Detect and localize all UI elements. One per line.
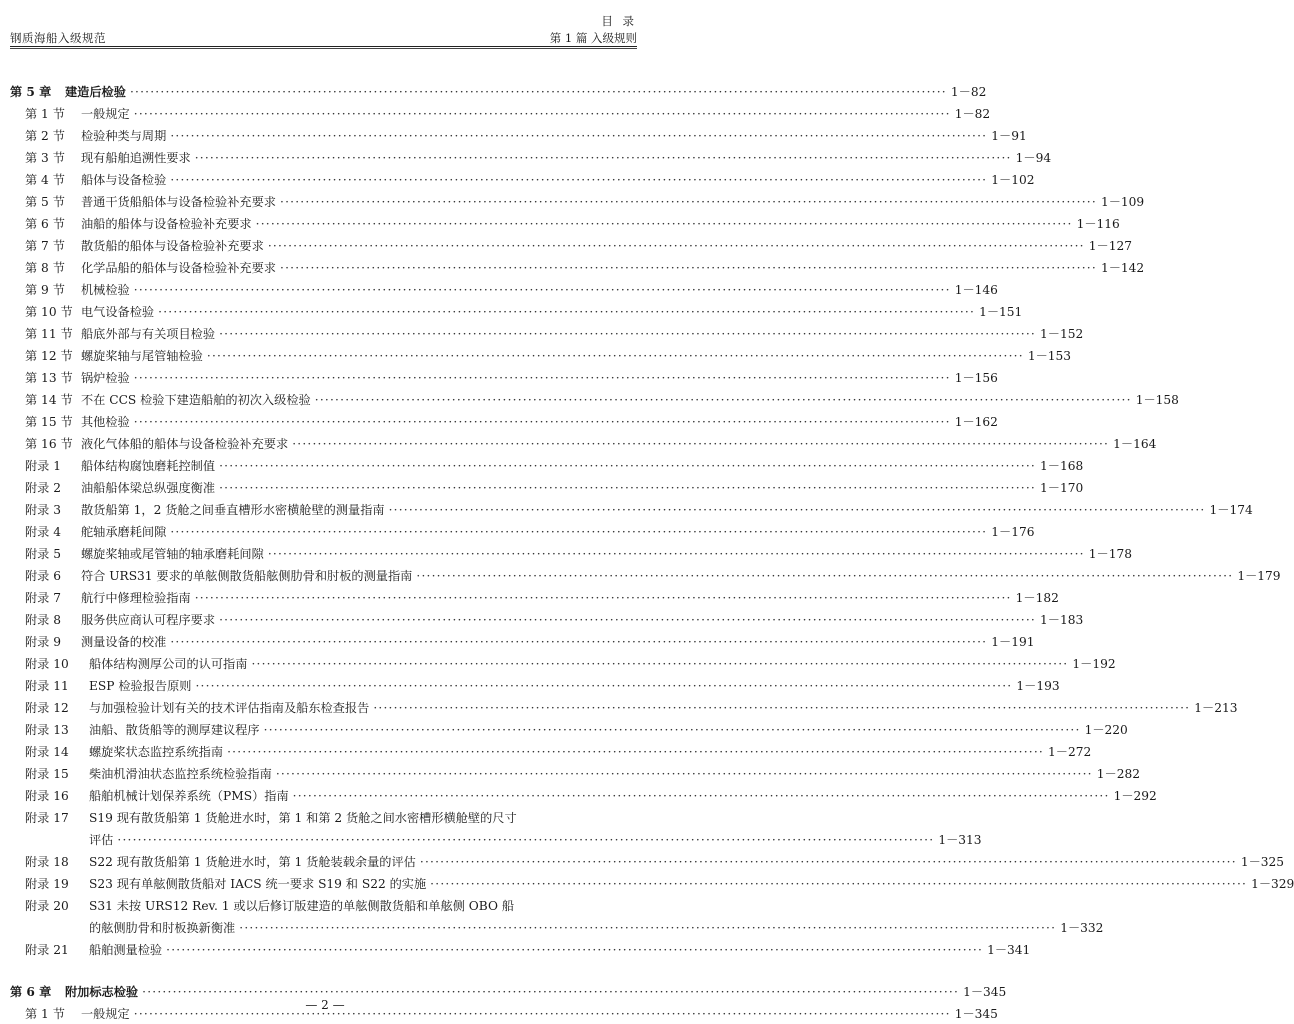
- toc-leader-dots: [268, 546, 1085, 562]
- toc-entry-title: 柴油机滑油状态监控系统检验指南: [89, 767, 272, 781]
- toc-leader-dots: [420, 854, 1237, 870]
- toc-entry[interactable]: [10, 524, 1035, 540]
- toc-entry-title: 一般规定: [81, 107, 130, 121]
- toc-leader-dots: [280, 260, 1097, 276]
- toc-entry-page: 1－174: [1209, 503, 1253, 517]
- toc-entry-page: 1－82: [954, 107, 991, 121]
- toc-entry-page: 1－170: [1040, 481, 1084, 495]
- toc-entry[interactable]: [10, 634, 1035, 650]
- toc-entry-page: 1－146: [954, 283, 998, 297]
- toc-entry[interactable]: [10, 172, 1035, 188]
- toc-entry-title: 螺旋桨轴或尾管轴的轴承磨耗间隙: [81, 547, 264, 561]
- toc-entry-label: 第 7 节: [25, 239, 65, 253]
- toc-entry-page: 1－329: [1251, 877, 1294, 891]
- toc-entry[interactable]: [10, 436, 1157, 452]
- toc-entry[interactable]: [10, 128, 1027, 144]
- toc-entry-page: 1－345: [954, 1007, 998, 1021]
- toc-entry-title: S19 现有散货船第 1 货舱进水时，第 1 和第 2 货舱之间水密槽形横舱壁的尺寸: [89, 811, 517, 825]
- toc-leader-dots: [134, 282, 951, 298]
- toc-entry[interactable]: [10, 414, 998, 430]
- toc-entry-title: 船舶测量检验: [89, 943, 163, 957]
- toc-entry-label: 附录 5: [25, 547, 62, 561]
- toc-leader-dots: [256, 216, 1073, 232]
- toc-entry[interactable]: [10, 942, 1031, 958]
- toc-entry-title: 航行中修理检验指南: [81, 591, 191, 605]
- toc-entry-title: 油船、散货船等的测厚建议程序: [89, 723, 260, 737]
- toc-leader-dots: [219, 612, 1036, 628]
- toc-entry-page: 1－182: [1015, 591, 1059, 605]
- toc-entry-page: 1－220: [1084, 723, 1128, 737]
- toc-entry-label: 附录 10: [25, 657, 69, 671]
- toc-entry-title: 不在 CCS 检验下建造船舶的初次入级检验: [81, 393, 311, 407]
- toc-entry-label: 第 6 节: [25, 217, 65, 231]
- toc-entry[interactable]: [10, 876, 1294, 892]
- toc-entry-title: 其他检验: [81, 415, 130, 429]
- toc-entry-title: 服务供应商认可程序要求: [81, 613, 216, 627]
- toc-entry-page: 1－192: [1072, 657, 1116, 671]
- toc-entry-page: 1－164: [1113, 437, 1157, 451]
- toc-leader-dots: [219, 458, 1036, 474]
- toc-chapter-entry[interactable]: [10, 84, 987, 100]
- toc-leader-dots: [170, 634, 987, 650]
- toc-entry[interactable]: [10, 810, 637, 826]
- toc-entry-label: 第 5 节: [25, 195, 65, 209]
- toc-entry-label: 附录 3: [25, 503, 62, 517]
- toc-entry-page: 1－156: [954, 371, 998, 385]
- toc-entry-page: 1－109: [1100, 195, 1145, 209]
- toc-leader-dots: [134, 370, 951, 386]
- toc-entry[interactable]: [10, 392, 1179, 408]
- toc-entry[interactable]: [10, 766, 1140, 782]
- toc-entry[interactable]: [10, 150, 1052, 166]
- toc-entry[interactable]: [10, 700, 1238, 716]
- toc-entry-title-continued: 的舷侧肋骨和肘板换新衡准: [89, 921, 236, 935]
- toc-entry-title: 测量设备的校准: [81, 635, 167, 649]
- toc-entry-title: 船舶机械计划保养系统（PMS）指南: [89, 789, 289, 803]
- toc-entry-page: 1－158: [1135, 393, 1179, 407]
- toc-entry-label: 附录 19: [25, 877, 69, 891]
- toc-leader-dots: [251, 656, 1068, 672]
- toc-entry-page: 1－153: [1027, 349, 1072, 363]
- toc-entry-page: 1－193: [1016, 679, 1060, 693]
- toc-entry-label: 第 8 节: [25, 261, 65, 275]
- toc-entry[interactable]: [10, 260, 1145, 276]
- toc-entry-title: 符合 URS31 要求的单舷侧散货船舷侧肋骨和肘板的测量指南: [81, 569, 413, 583]
- toc-entry[interactable]: [10, 326, 1084, 342]
- toc-entry-title: 电气设备检验: [81, 305, 155, 319]
- toc-entry-continuation[interactable]: [89, 832, 982, 848]
- toc-entry-title: 船体结构测厚公司的认可指南: [89, 657, 248, 671]
- toc-leader-dots: [430, 876, 1247, 892]
- toc-entry-title: S31 未按 URS12 Rev. 1 或以后修订版建造的单舷侧散货船和单舷侧 OBO 船: [89, 899, 515, 913]
- toc-entry-label: 附录 14: [25, 745, 69, 759]
- toc-entry-label: 附录 9: [25, 635, 62, 649]
- toc-entry-label: 第 10 节: [25, 305, 73, 319]
- toc-leader-dots: [134, 414, 951, 430]
- page-number: — 2 —: [305, 998, 345, 1012]
- toc-leader-dots: [293, 788, 1110, 804]
- toc-entry-label: 第 12 节: [25, 349, 73, 363]
- toc-entry[interactable]: [10, 502, 1253, 518]
- toc-entry-page: 1－313: [938, 833, 982, 847]
- toc-entry-label: 附录 15: [25, 767, 69, 781]
- toc-entry-label: 第 9 节: [25, 283, 65, 297]
- toc-entry-page: 1－272: [1048, 745, 1092, 759]
- toc-leader-dots: [239, 920, 1056, 936]
- toc-entry-title: 锅炉检验: [81, 371, 130, 385]
- toc-leader-dots: [264, 722, 1081, 738]
- toc-entry-title: S23 现有单舷侧散货船对 IACS 统一要求 S19 和 S22 的实施: [89, 877, 427, 891]
- toc-entry[interactable]: [10, 568, 1281, 584]
- toc-entry-label: 附录 16: [25, 789, 69, 803]
- toc-entry-title: 一般规定: [81, 1007, 130, 1021]
- toc-entry-title: 船体与设备检验: [81, 173, 167, 187]
- toc-entry-page: 1－176: [991, 525, 1035, 539]
- toc-entry-page: 1－152: [1040, 327, 1084, 341]
- toc-entry[interactable]: [10, 282, 998, 298]
- toc-leader-dots: [389, 502, 1206, 518]
- toc-leader-dots: [195, 590, 1012, 606]
- toc-leader-dots: [219, 326, 1036, 342]
- toc-leader-dots: [117, 832, 934, 848]
- toc-entry-label: 附录 12: [25, 701, 69, 715]
- toc-entry[interactable]: [10, 480, 1084, 496]
- toc-entry-page: 1－178: [1088, 547, 1132, 561]
- toc-entry-title: 油船的船体与设备检验补充要求: [81, 217, 252, 231]
- header-rule: [10, 46, 637, 47]
- toc-leader-dots: [416, 568, 1233, 584]
- toc-entry-title: S22 现有散货船第 1 货舱进水时，第 1 货舱装载余量的评估: [89, 855, 416, 869]
- toc-entry-label: 第 1 节: [25, 107, 65, 121]
- running-header-right-bottom: 第 1 篇 入级规则: [549, 31, 637, 45]
- toc-entry-title: 建造后检验: [65, 85, 126, 99]
- toc-entry-title: 附加标志检验: [65, 985, 139, 999]
- running-header-left: 钢质海船入级规范: [10, 31, 106, 45]
- toc-entry-title: 与加强检验计划有关的技术评估指南及船东检查报告: [89, 701, 370, 715]
- toc-leader-dots: [276, 766, 1093, 782]
- toc-entry-label: 附录 2: [25, 481, 62, 495]
- toc-entry-page: 1－341: [987, 943, 1031, 957]
- toc-leader-dots: [130, 84, 947, 100]
- toc-entry-label: 第 14 节: [25, 393, 73, 407]
- toc-entry-label: 第 15 节: [25, 415, 73, 429]
- toc-entry-title: 普通干货船船体与设备检验补充要求: [81, 195, 276, 209]
- toc-entry-label: 附录 18: [25, 855, 69, 869]
- toc-leader-dots: [207, 348, 1024, 364]
- toc-entry-label: 附录 4: [25, 525, 62, 539]
- toc-entry-label: 附录 11: [25, 679, 69, 693]
- toc-entry-title: 螺旋桨状态监控系统指南: [89, 745, 224, 759]
- toc-entry-label: 第 2 节: [25, 129, 65, 143]
- toc-entry[interactable]: [10, 678, 1060, 694]
- toc-leader-dots: [134, 106, 951, 122]
- toc-entry-label: 附录 1: [25, 459, 62, 473]
- toc-entry-title: 散货船第 1，2 货舱之间垂直槽形水密横舱壁的测量指南: [81, 503, 385, 517]
- toc-entry-page: 1－91: [991, 129, 1027, 143]
- toc-entry-page: 1－168: [1040, 459, 1084, 473]
- toc-leader-dots: [195, 150, 1012, 166]
- toc-entry-title: 化学品船的船体与设备检验补充要求: [81, 261, 276, 275]
- toc-entry[interactable]: [10, 590, 1059, 606]
- toc-entry[interactable]: [10, 546, 1132, 562]
- toc-leader-dots: [170, 128, 987, 144]
- toc-entry-page: 1－325: [1240, 855, 1285, 869]
- toc-entry-page: 1－191: [991, 635, 1035, 649]
- toc-entry-page: 1－116: [1076, 217, 1120, 231]
- toc-leader-dots: [158, 304, 975, 320]
- running-header-right-top: 目 录: [601, 14, 637, 28]
- toc-leader-dots: [315, 392, 1132, 408]
- toc-leader-dots: [292, 436, 1109, 452]
- toc-entry-title: 螺旋桨轴与尾管轴检验: [81, 349, 203, 363]
- toc-entry[interactable]: [10, 854, 1285, 870]
- toc-entry-label: 附录 13: [25, 723, 69, 737]
- toc-entry-page: 1－82: [950, 85, 987, 99]
- toc-entry-title: ESP 检验报告原则: [89, 679, 192, 693]
- toc-entry-page: 1－162: [954, 415, 998, 429]
- toc-entry-title: 机械检验: [81, 283, 130, 297]
- toc-entry-title: 检验种类与周期: [81, 129, 167, 143]
- toc-entry[interactable]: [10, 898, 637, 914]
- toc-entry-page: 1－142: [1100, 261, 1145, 275]
- toc-entry[interactable]: [10, 722, 1128, 738]
- toc-leader-dots: [166, 942, 983, 958]
- toc-entry-title: 液化气体船的船体与设备检验补充要求: [81, 437, 289, 451]
- header-rule-thin: [10, 48, 637, 49]
- toc-entry-page: 1－292: [1113, 789, 1157, 803]
- toc-entry-continuation[interactable]: [89, 920, 1104, 936]
- toc-entry-page: 1－332: [1060, 921, 1104, 935]
- toc-entry[interactable]: [10, 106, 991, 122]
- toc-leader-dots: [280, 194, 1097, 210]
- toc-entry-label: 附录 17: [25, 811, 69, 825]
- toc-entry[interactable]: [10, 304, 1023, 320]
- toc-entry-label: 第 16 节: [25, 437, 73, 451]
- toc-leader-dots: [227, 744, 1044, 760]
- toc-leader-dots: [373, 700, 1190, 716]
- toc-entry-page: 1－213: [1194, 701, 1238, 715]
- toc-entry-label: 第 5 章: [10, 85, 52, 99]
- toc-entry-page: 1－179: [1237, 569, 1281, 583]
- toc-entry-page: 1－282: [1096, 767, 1140, 781]
- toc-entry[interactable]: [10, 348, 1072, 364]
- toc-entry[interactable]: [10, 788, 1157, 804]
- toc-entry-title: 船体结构腐蚀磨耗控制值: [81, 459, 216, 473]
- toc-entry-label: 第 3 节: [25, 151, 65, 165]
- toc-entry[interactable]: [10, 216, 1120, 232]
- toc-leader-dots: [268, 238, 1085, 254]
- toc-leader-dots: [170, 172, 987, 188]
- toc-entry-page: 1－127: [1088, 239, 1132, 253]
- toc-entry-page: 1－183: [1040, 613, 1084, 627]
- toc-entry-title: 现有船舶追溯性要求: [81, 151, 191, 165]
- toc-leader-dots: [170, 524, 987, 540]
- toc-entry-title-continued: 评估: [89, 833, 114, 847]
- toc-entry[interactable]: [10, 744, 1092, 760]
- toc-entry-label: 第 1 节: [25, 1007, 65, 1021]
- toc-entry[interactable]: [10, 238, 1132, 254]
- toc-entry[interactable]: [10, 656, 1116, 672]
- toc-leader-dots: [219, 480, 1036, 496]
- toc-entry-label: 附录 6: [25, 569, 62, 583]
- toc-entry-label: 第 4 节: [25, 173, 65, 187]
- toc-entry-label: 附录 20: [25, 899, 69, 913]
- toc-entry-page: 1－94: [1015, 151, 1052, 165]
- toc-entry-label: 第 13 节: [25, 371, 73, 385]
- toc-entry-label: 第 11 节: [25, 327, 73, 341]
- toc-entry-title: 舵轴承磨耗间隙: [81, 525, 167, 539]
- toc-entry-label: 附录 8: [25, 613, 62, 627]
- toc-entry-label: 附录 21: [25, 943, 69, 957]
- toc-entry-label: 第 6 章: [10, 985, 52, 999]
- toc-entry-page: 1－102: [991, 173, 1035, 187]
- toc-entry-title: 油船船体梁总纵强度衡准: [81, 481, 216, 495]
- toc-entry-label: 附录 7: [25, 591, 62, 605]
- toc-entry-page: 1－151: [979, 305, 1023, 319]
- toc-entry[interactable]: [10, 612, 1084, 628]
- toc-entry[interactable]: [10, 194, 1145, 210]
- toc-entry-title: 船底外部与有关项目检验: [81, 327, 216, 341]
- toc-leader-dots: [195, 678, 1012, 694]
- toc-entry[interactable]: [10, 458, 1084, 474]
- toc-entry-title: 散货船的船体与设备检验补充要求: [81, 239, 264, 253]
- toc-entry[interactable]: [10, 370, 998, 386]
- toc-entry-page: 1－345: [963, 985, 1007, 999]
